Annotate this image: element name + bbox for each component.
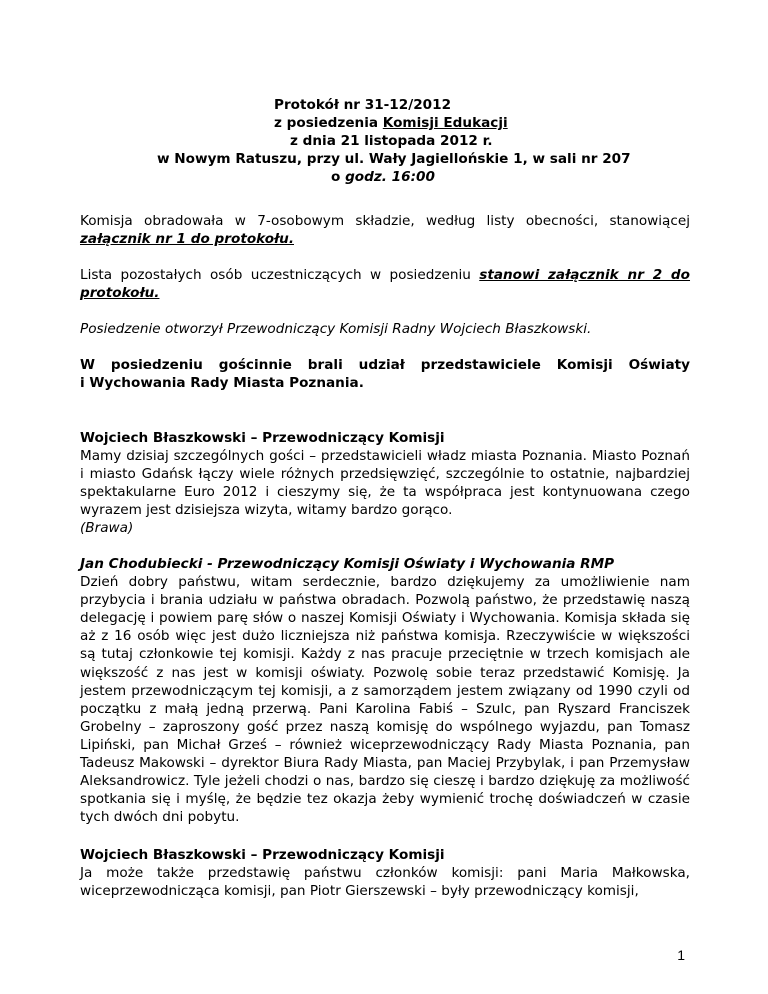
speech-2 <box>80 555 690 826</box>
speech-text: Mamy dzisiaj szczególnych gości – przedstawicieli władz miasta Poznania. Miasto Poznań i miasto Gdańsk łączy wiele różnych przedsięwzięć, szczególnie to ostatnie, najbardziej spektakularne Euro 2012 i cieszymy się, że ta współpraca jest kontynuowana czego wyrazem jest dzisiejsza wizyta, witamy bardzo gorąco. <box>80 448 690 519</box>
participants-paragraph: Lista pozostałych osób uczestniczących w posiedzeniu stanowi załącznik nr 2 do protokołu. <box>80 267 691 302</box>
speech-1 <box>80 429 690 519</box>
speech-text: Ja może także przedstawię państwu członków komisji: pani Maria Małkowska, wiceprzewodnicząca komisji, pan Piotr Gierszewski – były przewodniczący komisji, <box>80 865 690 900</box>
attachment-1-ref: załącznik nr 1 do protokołu. <box>80 231 294 248</box>
guests-paragraph: W posiedzeniu gościnnie brali udział przedstawiciele Komisji Oświaty i Wychowania Rady Miasta Poznania. <box>80 357 690 392</box>
speech-text: Dzień dobry państwu, witam serdecznie, bardzo dziękujemy za umożliwienie nam przybycia i brania udziału w państwa obradach. Pozwolą państwo, że przedstawię naszą delegację i powiem parę słów o naszej Komisji Oświaty i Wychowania. Komisja składa się aż z 16 osób więc jest dużo liczniejsza niż państwa komisja. Rzeczywiście w większości są tutaj członkowie tej komisji. Każdy z nas pracuje przeciętnie w trzech komisjach ale większość z nas jest w komisji oświaty. Pozwolę sobie teraz przedstawić Komisję. Ja jestem przewodniczącym tej komisji, a z samorządem jestem związany od 1990 czyli od początku z małą jedną przerwą. Pani Karolina Fabiś – Szulc, pan Ryszard Franciszek Grobelny – zaproszony gość przez naszą komisję do wspólnego wyjazdu, pan Tomasz Lipiński, pan Michał Grześ – również wiceprzewodniczący Rady Miasta Poznania, pan Tadeusz Makowski – dyrektor Biura Rady Miasta, pan Maciej Przybylak, i pan Przemysław Aleksandrowicz. Tyle jeżeli chodzi o nas, bardzo się cieszę i bardzo dziękuję za możliwość spotkania się i myślę, że będzie tez okazja żeby wymienić trochę doświadczeń w czasie tych dwóch dni pobytu. <box>80 574 690 826</box>
commission-name: Komisji Edukacji <box>382 115 508 131</box>
attachment-2-ref: stanowi załącznik nr 2 do <box>479 267 691 283</box>
speech-3 <box>80 846 690 900</box>
protocol-number: Protokół nr 31-12/2012 <box>274 97 452 113</box>
protocol-header <box>0 96 768 186</box>
meeting-date: z dnia 21 listopada 2012 r. <box>290 133 493 149</box>
applause-note: (Brawa) <box>80 520 134 536</box>
opening-paragraph: Posiedzenie otworzył Przewodniczący Komisji Radny Wojciech Błaszkowski. <box>80 321 592 337</box>
page-number: 1 <box>677 947 685 963</box>
attendance-paragraph: Komisja obradowała w 7-osobowym składzie, według listy obecności, stanowiącej załącznik nr 1 do protokołu. <box>80 213 690 248</box>
speaker-name: Wojciech Błaszkowski – Przewodniczący Komisji <box>80 847 445 863</box>
speaker-name: Wojciech Błaszkowski – Przewodniczący Komisji <box>80 430 445 446</box>
meeting-time: o godz. 16:00 <box>331 169 435 185</box>
meeting-location: w Nowym Ratuszu, przy ul. Wały Jagiellońskie 1, w sali nr 207 <box>157 151 631 167</box>
meeting-of: z posiedzenia Komisji Edukacji <box>274 115 508 131</box>
speaker-name: Jan Chodubiecki - Przewodniczący Komisji Oświaty i Wychowania RMP <box>80 556 615 572</box>
